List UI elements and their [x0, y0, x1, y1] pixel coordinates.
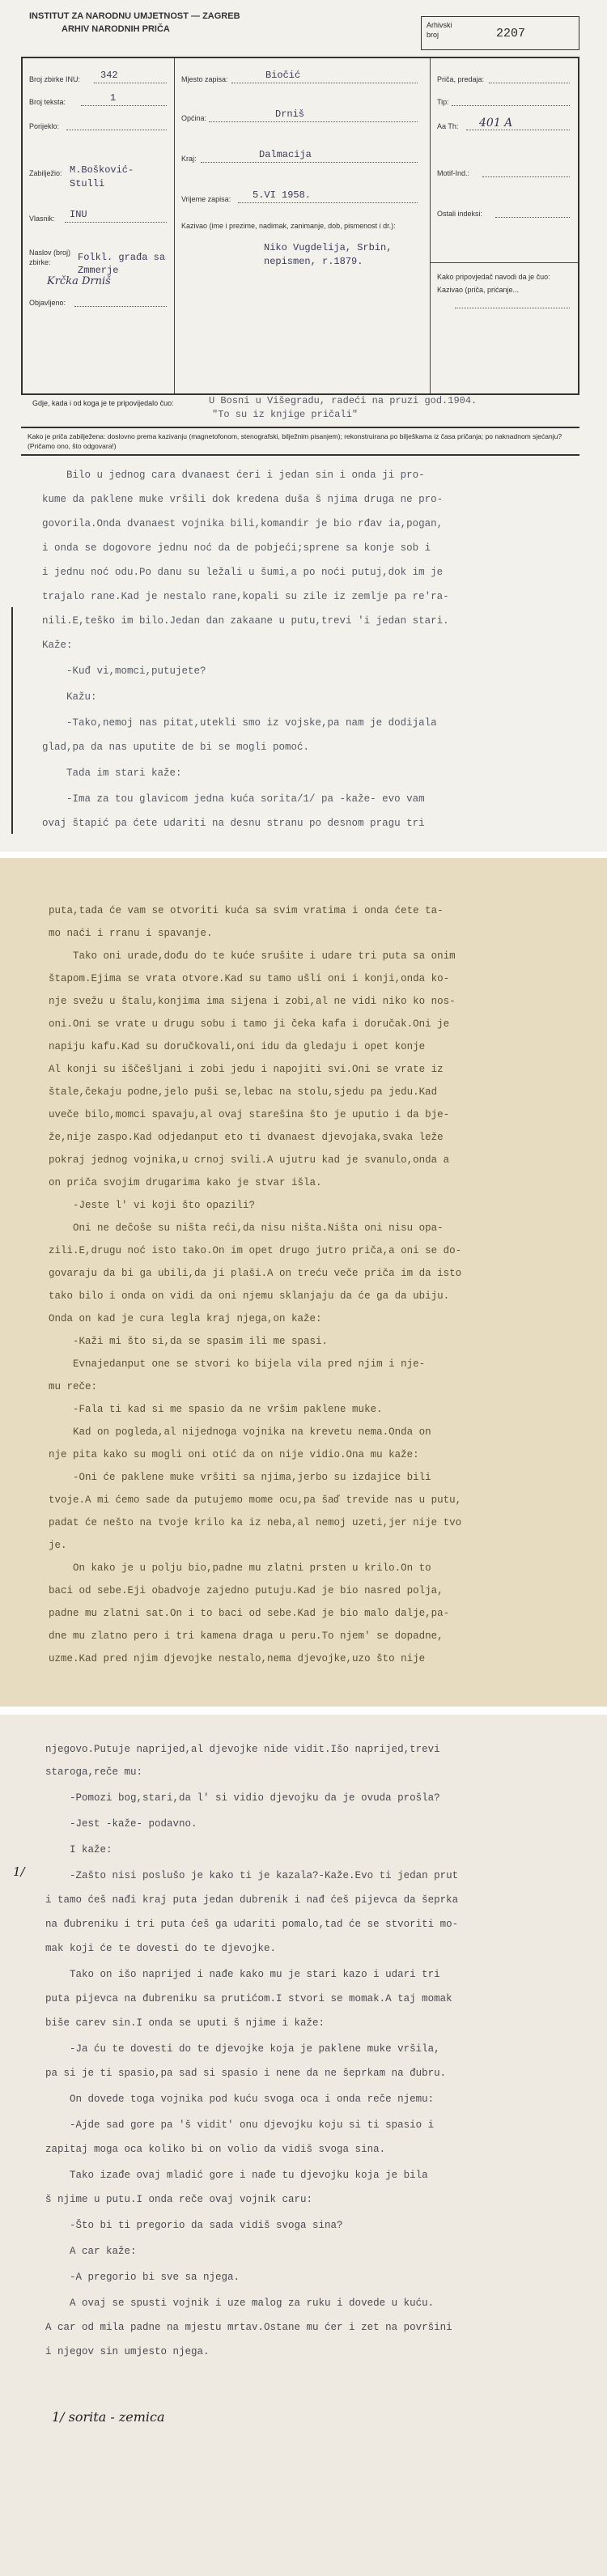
page2-line: Oni ne dečoše su ništa reći,da nisu ništa.Ništa oni nisu opa-	[49, 1222, 444, 1234]
owner-label: Vlasnik:	[29, 215, 55, 223]
page2-line: -Fala ti kad si me spasio da ne vršim paklene muke.	[49, 1404, 383, 1415]
page2-line: Evnajedanput one se stvori ko bijela vila pred njim i nje-	[49, 1358, 426, 1370]
recorder-label: Zabilježio:	[29, 169, 62, 177]
page3-line: biše carev sin.I onda se uputi š njime i kaže:	[45, 2017, 325, 2029]
page2-line: govaraju da bi ga ubili,da ji plaši.A on treću veče priča im da isto	[49, 1268, 462, 1279]
recorder-value: M.Bošković-Stulli	[70, 164, 134, 189]
page3-line: i tamo ćeš nađi kraj puta jedan dubrenik i nađ ćeš pijevca da šeprka	[45, 1894, 459, 1906]
page2-line: že,nije zaspo.Kad odjedanput eto ti dvanaest djevojaka,svaka leže	[49, 1132, 444, 1143]
text-page-3	[0, 1715, 607, 2576]
page3-line: -Pomozi bog,stari,da l' si vidio djevojku da je ovuda prošla?	[45, 1792, 440, 1804]
page1-line: i jednu noć odu.Po danu su ležali u šumi,a po noći putuj,dok im je	[42, 567, 444, 578]
page3-line: njegovo.Putuje naprijed,al djevojke nide vidit.Išo naprijed,trevi	[45, 1744, 440, 1755]
collection-title-label: Naslov (broj) zbirke:	[29, 249, 71, 266]
page2-line: nje pita kako su mogli oni otić da on nije vidio.Ona mu kaže:	[49, 1449, 419, 1460]
date-value: 5.VI 1958.	[253, 189, 312, 201]
page3-line: pa si je ti spasio,pa sad si spasio i nene da ne šeprkam na đubru.	[45, 2068, 447, 2079]
institute-name: INSTITUT ZA NARODNU UMJETNOST — ZAGREB	[29, 11, 240, 21]
collection-no-value: 342	[100, 70, 118, 81]
page1-line: Kažu:	[42, 691, 97, 703]
page2-line: je.	[49, 1540, 67, 1551]
where-heard-quote: "To su iz knjige pričali"	[212, 409, 359, 420]
institute-header	[29, 10, 240, 36]
page3-line: -Zašto nisi poslušo je kako ti je kazala?-Kaže.Evo ti jedan prut	[45, 1870, 459, 1881]
text-no-label: Broj teksta:	[29, 98, 66, 106]
page2-line: Onda on kad je cura legla kraj njega,on kaže:	[49, 1313, 322, 1324]
archive-name: ARHIV NARODNIH PRIČA	[62, 24, 170, 34]
collection-no-label: Broj zbirke INU:	[29, 75, 81, 83]
margin-mark-line	[11, 607, 13, 834]
other-indexes-label: Ostali indeksi:	[437, 210, 483, 218]
page3-line: -Ja ću te dovesti do te djevojke koja je paklene muke vršila,	[45, 2043, 440, 2055]
motif-index-label: Motif-Ind.:	[437, 169, 470, 177]
page2-line: Tako oni urade,dođu do te kuće srušite i udare tri puta sa onim	[49, 950, 456, 962]
page2-line: -Jeste l' vi koji što opazili?	[49, 1200, 256, 1211]
story-label: Priča, predaja:	[437, 75, 485, 83]
page2-line: Al konji su iščešljani i zobi jedu i napojiti svi.Oni se vrate iz	[49, 1064, 444, 1075]
page1-line: -Kuđ vi,momci,putujete?	[42, 665, 206, 677]
handwritten-footnote: 1/ sorita - zemica	[52, 2409, 165, 2425]
page2-line: mo naći i rranu i spavanje.	[49, 928, 213, 939]
page2-line: On kako je u polju bio,padne mu zlatni prsten u krilo.On to	[49, 1562, 431, 1574]
page2-line: -Kaži mi što si,da se spasim ili me spasi.	[49, 1336, 329, 1347]
page1-line: -Ima za tou glavicom jedna kuća sorita/1/ pa -kaže- evo vam	[42, 793, 425, 805]
page3-line: Tako on išo naprijed i nađe kako mu je stari kazo i udari tri	[45, 1969, 440, 1980]
catalog-form	[21, 57, 579, 395]
archive-number-box	[421, 16, 579, 50]
page3-line: na đubreniku i tri puta ćeš ga udariti pomalo,tad će se stvoriti mo-	[45, 1919, 459, 1930]
aath-value: 401 A	[479, 117, 513, 130]
type-label: Tip:	[437, 98, 449, 106]
page3-line: -Ajde sad gore pa 'š vidit' onu djevojku koju si ti spasio i	[45, 2119, 435, 2131]
form-column-collection	[23, 58, 175, 393]
form-column-place	[175, 58, 431, 393]
page1-line: govorila.Onda dvanaest vojnika bili,komandir je bio rđav ia,pogan,	[42, 518, 444, 529]
page2-line: štapom.Ejima se vrata otvore.Kad su tamo ušli oni i konji,onda ko-	[49, 973, 450, 984]
page2-line: uzme.Kad pred njim djevojke nestalo,nema djevojke,uzo što nije	[49, 1653, 426, 1664]
page2-line: zili.E,drugu noć isto tako.On im opet drugo jutro priča,a oni se do-	[49, 1245, 462, 1256]
page3-line: -Jest -kaže- podavno.	[45, 1818, 197, 1830]
page3-line: puta pijevca na đubreniku sa prutićom.I stvori se momak.A taj momak	[45, 1993, 452, 2004]
narrator-label: Kazivao (ime i prezime, nadimak, zanimanje, dob, pismenost i dr.):	[181, 222, 396, 230]
page1-line: ovaj štapić pa ćete udariti na desnu stranu po desnom pragu tri	[42, 818, 425, 829]
where-heard-label: Gdje, kada i od koga je te pripovijedalo čuo:	[32, 399, 174, 407]
page2-line: napiju kafu.Kad su doručkovali,oni idu da gledaju i opet konje	[49, 1041, 426, 1052]
page2-line: nje svežu u štalu,konjima ima sijena i zobi,al ne vidi niko ko nos-	[49, 996, 456, 1007]
page3-line: zapitaj moga oca koliko bi on volio da vidiš svoga sina.	[45, 2144, 386, 2155]
page3-line: -A pregorio bi sve sa njega.	[45, 2272, 240, 2283]
form-column-type	[431, 58, 578, 393]
origin-label: Porijeklo:	[29, 122, 60, 130]
page1-line: nili.E,teško im bilo.Jedan dan zakaane u putu,trevi 'i jedan stari.	[42, 615, 449, 627]
text-page-2	[0, 858, 607, 1707]
page3-line: mak koji će te dovesti do te djevojke.	[45, 1943, 277, 1954]
page3-line: On dovede toga vojnika pod kuću svoga oca i onda reče njemu:	[45, 2094, 435, 2105]
page2-line: dne mu zlatno pero i tri kamena draga u peru.To njem' se dopadne,	[49, 1630, 444, 1642]
page2-line: padne mu zlatni sat.On i to baci od sebe.Kad je bio malo dalje,pa-	[49, 1608, 450, 1619]
page3-line: A car kaže:	[45, 2246, 137, 2257]
recording-method-note: Kako je priča zabilježena: doslovno prema kazivanju (magnetofonom, stenografski, bilježnim pisanjem); rekonstruirana po bilješkama iz časa pričanja; po naknadnom sjećanju? (Pričamo ono, što odgovara!)	[21, 427, 579, 456]
page2-line: -Oni će paklene muke vršiti sa njima,jerbo su izdajice bili	[49, 1472, 431, 1483]
narrator-value: Niko Vugdelija, Srbin, nepismen, r.1879.	[264, 242, 393, 267]
page1-line: -Tako,nemoj nas pitat,utekli smo iz vojske,pa nam je dodijala	[42, 717, 437, 729]
municipality-value: Drniš	[275, 108, 305, 120]
page3-line: A car od mila padne na mjestu mrtav.Ostane mu ćer i zet na površini	[45, 2322, 452, 2333]
narrator-heard-label: Kako pripovjedač navodi da je čuo: Kazivao (priča, prićanje...	[437, 273, 550, 294]
page1-line: Tada im stari kaže:	[42, 767, 182, 779]
published-label: Objavljeno:	[29, 299, 66, 307]
page3-line: -Što bi ti pregorio da sada vidiš svoga sina?	[45, 2220, 343, 2231]
page1-line: glad,pa da nas uputite de bi se mogli pomoć.	[42, 742, 310, 753]
page2-line: tako bilo i onda on vidi da oni njemu sklanjaju da će ga da ubiju.	[49, 1290, 450, 1302]
form-page	[0, 0, 607, 852]
page3-line: staroga,reče mu:	[45, 1766, 143, 1778]
page2-line: padat će nešto na tvoje krilo ka iz neba,al nemoj uzeti,jer nije tvo	[49, 1517, 462, 1528]
page2-line: pokraj jednog vojnika,u crnoj svili.A ujutru kad je svanulo,onda a	[49, 1154, 450, 1166]
page2-line: Kad on pogleda,al nijednoga vojnika na krevetu nema.Onda on	[49, 1426, 431, 1438]
page2-line: oni.Oni se vrate u drugu sobu i tamo ji čeka kafa i doručak.Oni je	[49, 1018, 450, 1030]
archive-number: 2207	[496, 27, 526, 40]
date-label: Vrijeme zapisa:	[181, 195, 231, 203]
page2-line: tvoje.A mi ćemo sade da putujemo mome ocu,pa šaď trevide nas u putu,	[49, 1494, 462, 1506]
page2-line: baci od sebe.Eji obadvoje zajedno putuju.Kad je bio nasred polja,	[49, 1585, 444, 1596]
place-label: Mjesto zapisa:	[181, 75, 228, 83]
page1-line: trajalo rane.Kad je nestalo rane,kopali su zile iz zemlje pa re'ra-	[42, 591, 449, 602]
page2-line: uveče bilo,momci spavaju,al ovaj starešina što je uputio i da bje-	[49, 1109, 450, 1120]
page3-line: A ovaj se spusti vojnik i uze malog za ruku i dovede u kuću.	[45, 2298, 435, 2309]
page1-line: kume da paklene muke vršili dok kredena duša š njima druga ne pro-	[42, 494, 444, 505]
owner-value: INU	[70, 209, 87, 220]
margin-footnote-mark: 1/	[13, 1864, 25, 1879]
page2-line: on priča svojim drugarima kako je stvar išla.	[49, 1177, 322, 1188]
municipality-label: Općina:	[181, 114, 207, 122]
where-heard-value: U Bosni u Višegradu, radeći na pruzi god.1904.	[209, 395, 478, 406]
page3-line: I kaže:	[45, 1844, 112, 1855]
page2-line: puta,tada će vam se otvoriti kuća sa svim vratima i onda ćete ta-	[49, 905, 444, 916]
page1-line: i onda se dogovore jednu noć da de pobjeći;sprene sa konje sob i	[42, 542, 431, 554]
archive-number-label: Arhivski broj	[427, 21, 452, 39]
page1-line: Bilo u jednog cara dvanaest ćeri i jedan sin i onda ji pro-	[42, 470, 425, 481]
region-value: Dalmacija	[259, 149, 312, 160]
page3-line: i njegov sin umjesto njega.	[45, 2346, 210, 2357]
place-value: Biočić	[265, 70, 301, 81]
handwritten-note: Krčka Drniš	[47, 275, 111, 287]
page3-line: š njime u putu.I onda reče ovaj vojnik caru:	[45, 2194, 313, 2205]
page2-line: mu reče:	[49, 1381, 98, 1392]
page1-line: Kaže:	[42, 640, 73, 651]
region-label: Kraj:	[181, 155, 197, 163]
page2-line: štale,čekaju podne,jelo puši se,lebac na stolu,sjedu pa jedu.Kad	[49, 1086, 438, 1098]
aath-label: Aa Th:	[437, 122, 459, 130]
collection-title-value: Folkl. građa sa Zmmerje	[78, 252, 166, 276]
page3-line: Tako izađe ovaj mladić gore i nađe tu djevojku koja je bila	[45, 2170, 428, 2181]
text-no-value: 1	[110, 92, 117, 104]
